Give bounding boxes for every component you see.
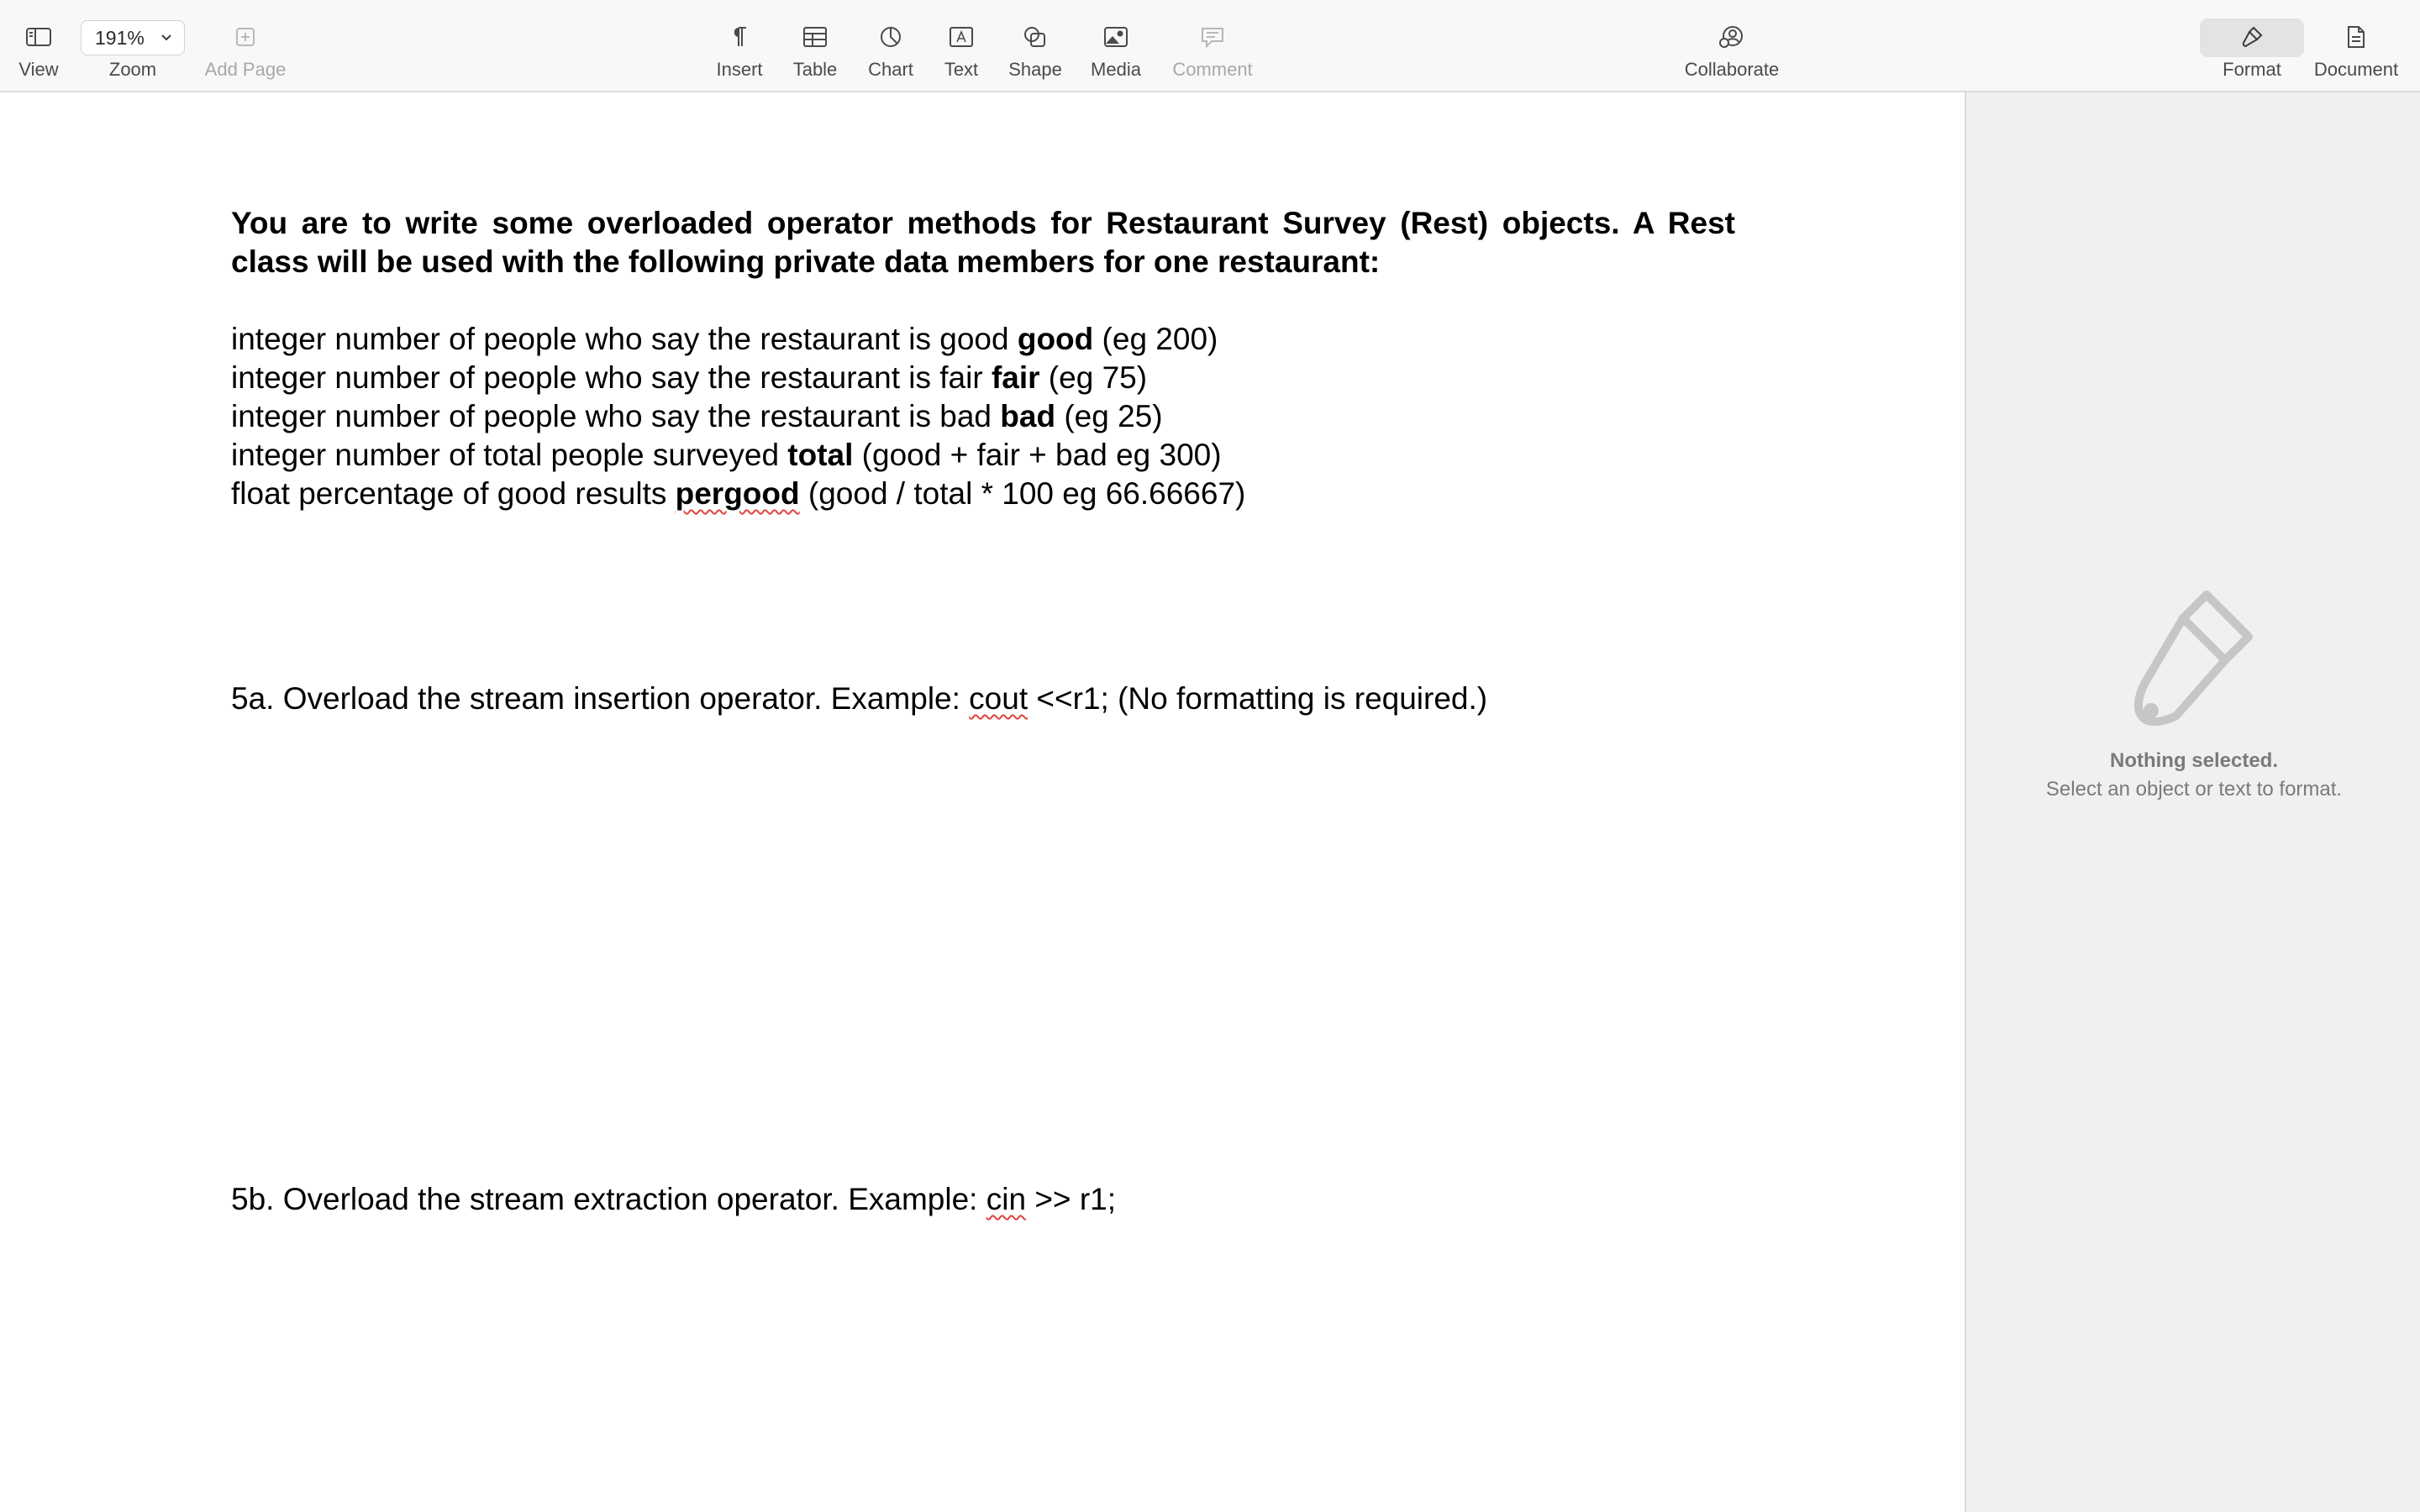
question-5b xyxy=(231,1180,1116,1219)
add-page-icon xyxy=(234,15,256,59)
paintbrush-icon xyxy=(2240,15,2264,59)
media-button[interactable] xyxy=(1084,15,1148,86)
sidebar-toggle-icon xyxy=(25,15,52,59)
assignment-heading: You are to write some overloaded operator methods for Restaurant Survey (Rest) objects. A Rest class will be used with the following private data members for one restaurant: xyxy=(231,206,1735,279)
question-5a xyxy=(231,680,1487,718)
member-description: float percentage of good results xyxy=(231,476,676,511)
member-name: good xyxy=(1017,322,1094,356)
member-line-fair xyxy=(231,359,1147,397)
document-canvas[interactable] xyxy=(0,92,1965,1512)
member-name: fair xyxy=(991,360,1040,395)
member-name: bad xyxy=(1000,399,1056,433)
media-label: Media xyxy=(1091,59,1141,80)
chart-icon xyxy=(879,15,902,59)
document-label: Document xyxy=(2313,59,2399,80)
member-description: integer number of total people surveyed xyxy=(231,438,788,472)
insert-label: Insert xyxy=(716,59,763,80)
text-button[interactable] xyxy=(933,15,990,86)
comment-icon xyxy=(1200,15,1225,59)
question-5a-tail: <<r1; (No formatting is required.) xyxy=(1028,681,1488,716)
format-button[interactable] xyxy=(2210,15,2294,86)
member-line-pergood xyxy=(231,475,1245,513)
chart-label: Chart xyxy=(868,59,913,80)
member-example: (good / total * 100 eg 66.66667) xyxy=(799,476,1246,511)
member-line-bad xyxy=(231,397,1163,436)
member-description: integer number of people who say the restaurant is good xyxy=(231,322,1018,356)
add-page-button[interactable] xyxy=(198,15,292,86)
table-label: Table xyxy=(792,59,838,80)
comment-button[interactable] xyxy=(1166,15,1259,86)
zoom-control xyxy=(99,15,166,86)
zoom-value: 191% xyxy=(95,26,145,49)
insert-button[interactable] xyxy=(711,15,768,86)
question-5a-code-misspelled: cout xyxy=(969,681,1028,716)
question-5a-text: 5a. Overload the stream insertion operator. Example: xyxy=(231,681,970,716)
shape-icon xyxy=(1023,15,1048,59)
zoom-label: Zoom xyxy=(108,59,157,80)
format-sidebar xyxy=(1965,92,2420,1512)
member-name: total xyxy=(787,438,854,472)
add-page-label: Add Page xyxy=(204,59,287,80)
member-example: (eg 25) xyxy=(1055,399,1163,433)
member-name-misspelled: pergood xyxy=(675,476,800,511)
member-example: (good + fair + bad eg 300) xyxy=(853,438,1222,472)
empty-state-title: Nothing selected. xyxy=(2109,749,2279,772)
paragraph-icon xyxy=(730,15,749,59)
question-5b-tail: >> r1; xyxy=(1026,1182,1116,1216)
member-example: (eg 75) xyxy=(1039,360,1148,395)
photo-icon xyxy=(1103,15,1128,59)
shape-label: Shape xyxy=(1008,59,1062,80)
shape-button[interactable] xyxy=(1003,15,1067,86)
document-button[interactable] xyxy=(2306,15,2407,86)
paintbrush-placeholder-icon xyxy=(2123,585,2265,736)
question-5b-code-misspelled: cin xyxy=(986,1182,1027,1216)
format-label: Format xyxy=(2223,59,2281,80)
member-line-good xyxy=(231,320,1218,359)
member-line-total xyxy=(231,436,1222,475)
text-label: Text xyxy=(944,59,979,80)
text-box-icon xyxy=(949,15,974,59)
table-button[interactable] xyxy=(786,15,844,86)
table-icon xyxy=(802,15,828,59)
chart-button[interactable] xyxy=(862,15,919,86)
view-button[interactable] xyxy=(12,15,66,86)
member-description: integer number of people who say the restaurant is bad xyxy=(231,399,1001,433)
comment-label: Comment xyxy=(1172,59,1253,80)
question-5b-text: 5b. Overload the stream extraction operator. Example: xyxy=(231,1182,986,1216)
collaborate-label: Collaborate xyxy=(1684,59,1780,80)
member-example: (eg 200) xyxy=(1093,322,1218,356)
collaborate-button[interactable] xyxy=(1677,15,1786,86)
member-description: integer number of people who say the restaurant is fair xyxy=(231,360,992,395)
empty-state-subtitle: Select an object or text to format. xyxy=(2045,778,2343,801)
view-label: View xyxy=(18,59,59,80)
document-icon xyxy=(2346,15,2366,59)
toolbar xyxy=(0,0,2420,92)
collaborate-icon xyxy=(1718,15,1745,59)
